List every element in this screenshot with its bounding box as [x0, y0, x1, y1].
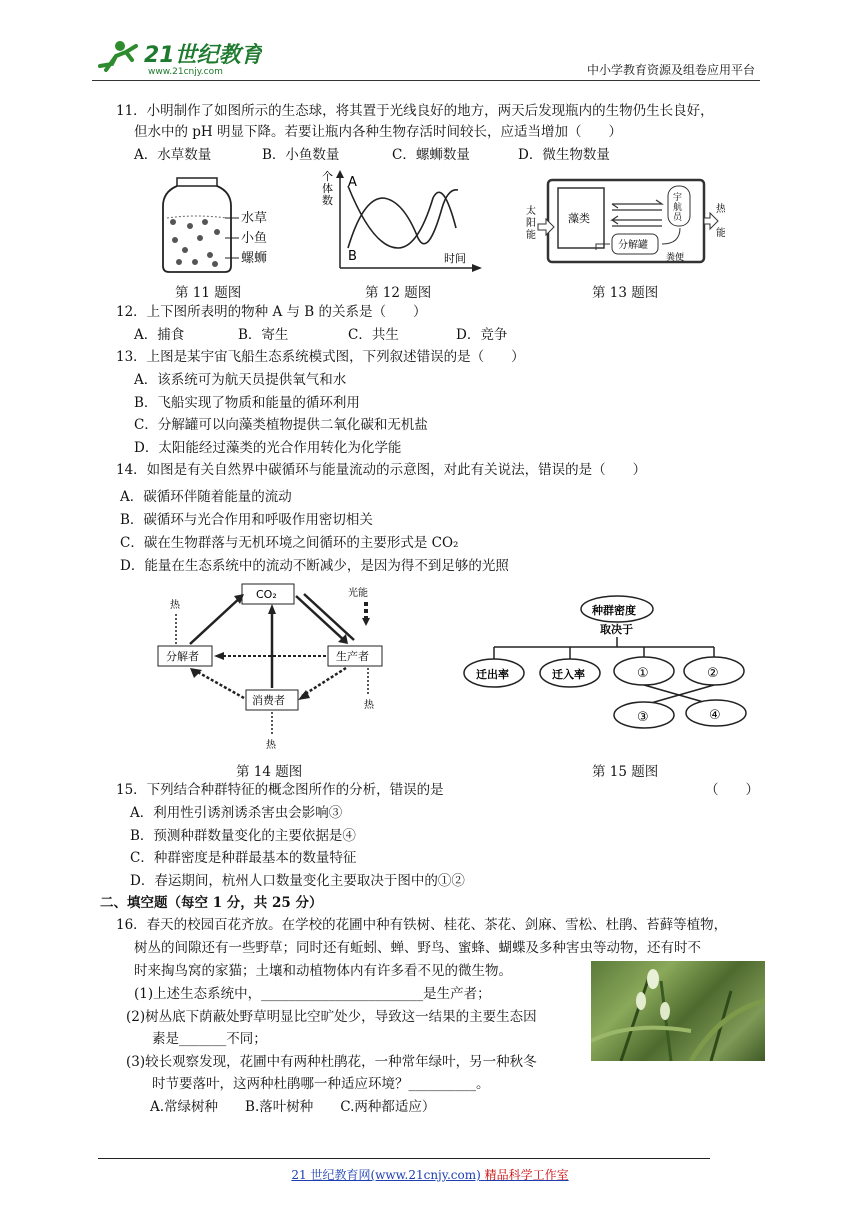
- q13-option-b: B．飞船实现了物质和能量的循环利用: [134, 395, 360, 411]
- q16-line2: 树丛的间隙还有一些野草；同时还有蚯蚓、蝉、野鸟、蜜蜂、蝴蝶及多种害虫等动物，还有时不: [134, 940, 701, 956]
- q16-sub2a: (2)树丛底下荫蔽处野草明显比空旷处少，导致这一结果的主要生态因: [126, 1009, 537, 1025]
- fig12-x-label: 时间: [444, 252, 466, 265]
- fig15-density: 种群密度: [592, 604, 636, 617]
- section-2-title: 二、填空题（每空 1 分，共 25 分）: [100, 895, 323, 911]
- q13-option-d: D．太阳能经过藻类的光合作用转化为化学能: [134, 440, 402, 456]
- svg-text:粪便: 粪便: [666, 253, 685, 263]
- q16-sub3b: 时节要落叶，这两种杜鹃哪一种适应环境？__________。: [152, 1076, 490, 1092]
- svg-text:光能: 光能: [348, 588, 368, 599]
- fig15-immigration: 迁入率: [552, 668, 585, 681]
- q11-option-a: A．水草数量: [134, 147, 212, 163]
- q11-option-b: B．小鱼数量: [262, 147, 340, 163]
- svg-text:热: 热: [364, 700, 374, 711]
- svg-text:个: 个: [322, 170, 333, 183]
- footer-divider: [98, 1158, 710, 1159]
- rhododendron-photo: [591, 961, 765, 1061]
- q11-option-d: D．微生物数量: [518, 147, 610, 163]
- footer-site-link[interactable]: 21 世纪教育网(www.21cnjy.com): [291, 1168, 481, 1182]
- q12-option-a: A．捕食: [134, 327, 185, 343]
- svg-text:能: 能: [526, 230, 536, 241]
- fig14-caption: 第 14 题图: [236, 764, 303, 780]
- logo-text: 21世纪教育: [144, 43, 262, 68]
- q16-options: A.常绿树种 B.落叶树种 C.两种都适应）: [150, 1099, 436, 1115]
- fig14-decomposer: 分解者: [166, 650, 199, 663]
- q14-option-a: A．碳循环伴随着能量的流动: [120, 489, 292, 505]
- fig11-label-weed: 水草: [241, 211, 268, 226]
- q14-option-b: B．碳循环与光合作用和呼吸作用密切相关: [120, 512, 373, 528]
- fig11-label-snail: 螺蛳: [241, 251, 268, 266]
- site-logo: [92, 36, 262, 78]
- q15-answer-paren: （ ）: [705, 782, 759, 798]
- figure-15-population-concept-map: [462, 593, 748, 733]
- q11-line1: 11．小明制作了如图所示的生态球，将其置于光线良好的地方，两天后发现瓶内的生物仍生长良好，: [116, 103, 714, 119]
- q16-sub3a: (3)较长观察发现，花圃中有两种杜鹃花，一种常年绿叶，另一种秋冬: [126, 1054, 537, 1070]
- svg-text:热: 热: [170, 600, 180, 611]
- svg-text:能: 能: [716, 228, 725, 239]
- fig14-co2: CO₂: [256, 588, 277, 601]
- q11-line2: 但水中的 pH 明显下降。若要让瓶内各种生物存活时间较长，应适当增加（ ）: [134, 124, 622, 140]
- svg-text:太: 太: [526, 206, 536, 217]
- svg-text:数: 数: [322, 194, 333, 207]
- fig15-node-4: ④: [709, 708, 721, 723]
- fig12-caption: 第 12 题图: [365, 285, 432, 301]
- figure-13-spaceship-system: [520, 178, 725, 266]
- svg-text:取决于: 取决于: [600, 623, 633, 636]
- svg-text:热: 热: [266, 740, 276, 751]
- q14-line1: 14．如图是有关自然界中碳循环与能量流动的示意图，对此有关说法，错误的是（ ）: [116, 462, 647, 478]
- q13-line1: 13．上图是某宇宙飞船生态系统模式图，下列叙述错误的是（ ）: [116, 349, 525, 365]
- q12-option-b: B．寄生: [238, 327, 289, 343]
- q16-sub2b: 素是_______不同；: [152, 1031, 267, 1047]
- fig14-producer: 生产者: [336, 650, 369, 663]
- logo-url: www.21cnjy.com: [148, 67, 223, 77]
- q12-line1: 12．上下图所表明的物种 A 与 B 的关系是（ ）: [116, 304, 427, 320]
- figure-11-eco-bottle: [155, 170, 285, 275]
- svg-text:热: 热: [716, 204, 725, 215]
- q15-option-b: B．预测种群数量变化的主要依据是④: [130, 828, 356, 844]
- q12-option-c: C．共生: [348, 327, 399, 343]
- fig15-node-3: ③: [637, 710, 649, 725]
- q15-option-d: D．春运期间，杭州人口数量变化主要取决于图中的①②: [130, 873, 465, 889]
- header-divider: [92, 80, 760, 81]
- header-platform-text: 中小学教育资源及组卷应用平台: [586, 63, 755, 77]
- q11-option-c: C．螺蛳数量: [392, 147, 470, 163]
- q16-sub1: (1)上述生态系统中，________________________是生产者；: [134, 986, 491, 1002]
- fig13-decomposer: 分解罐: [618, 240, 648, 251]
- fig11-label-fish: 小鱼: [241, 231, 268, 246]
- fig11-caption: 第 11 题图: [175, 285, 242, 301]
- footer[interactable]: [0, 1166, 860, 1183]
- fig14-consumer: 消费者: [252, 694, 285, 707]
- fig15-node-2: ②: [707, 666, 719, 681]
- figure-14-carbon-cycle: [150, 582, 390, 754]
- q14-option-d: D．能量在生态系统中的流动不断减少，是因为得不到足够的光照: [120, 558, 509, 574]
- q14-option-c: C．碳在生物群落与无机环境之间循环的主要形式是 CO₂: [120, 535, 459, 551]
- fig12-label-a: A: [348, 175, 357, 190]
- fig15-caption: 第 15 题图: [592, 764, 659, 780]
- svg-text:体: 体: [322, 182, 333, 195]
- svg-text:员: 员: [673, 213, 683, 223]
- q16-line1: 16．春天的校园百花齐放。在学校的花圃中种有铁树、桂花、茶花、剑麻、雪松、杜鹃、苔藓等植物，: [116, 917, 728, 933]
- svg-text:航: 航: [673, 203, 683, 213]
- fig15-emigration: 迁出率: [476, 668, 509, 681]
- fig15-node-1: ①: [637, 666, 649, 681]
- svg-text:宇: 宇: [673, 193, 683, 203]
- q16-line3: 时来掏鸟窝的家猫；土壤和动植物体内有许多看不见的微生物。: [134, 963, 512, 979]
- runner-logo-icon: [100, 41, 136, 70]
- footer-studio: 精品科学工作室: [484, 1168, 569, 1182]
- fig12-label-b: B: [348, 249, 357, 264]
- figure-12-population-graph: [318, 168, 488, 276]
- q13-option-c: C．分解罐可以向藻类植物提供二氧化碳和无机盐: [134, 417, 428, 433]
- q12-option-d: D．竞争: [456, 327, 508, 343]
- fig13-caption: 第 13 题图: [592, 285, 659, 301]
- fig13-algae: 藻类: [568, 212, 590, 225]
- q13-option-a: A．该系统可为航天员提供氧气和水: [134, 372, 347, 388]
- q15-option-c: C．种群密度是种群最基本的数量特征: [130, 850, 357, 866]
- q15-option-a: A．利用性引诱剂诱杀害虫会影响③: [130, 805, 343, 821]
- q15-line1: 15．下列结合种群特征的概念图所作的分析，错误的是: [116, 782, 444, 798]
- svg-text:阳: 阳: [526, 218, 536, 229]
